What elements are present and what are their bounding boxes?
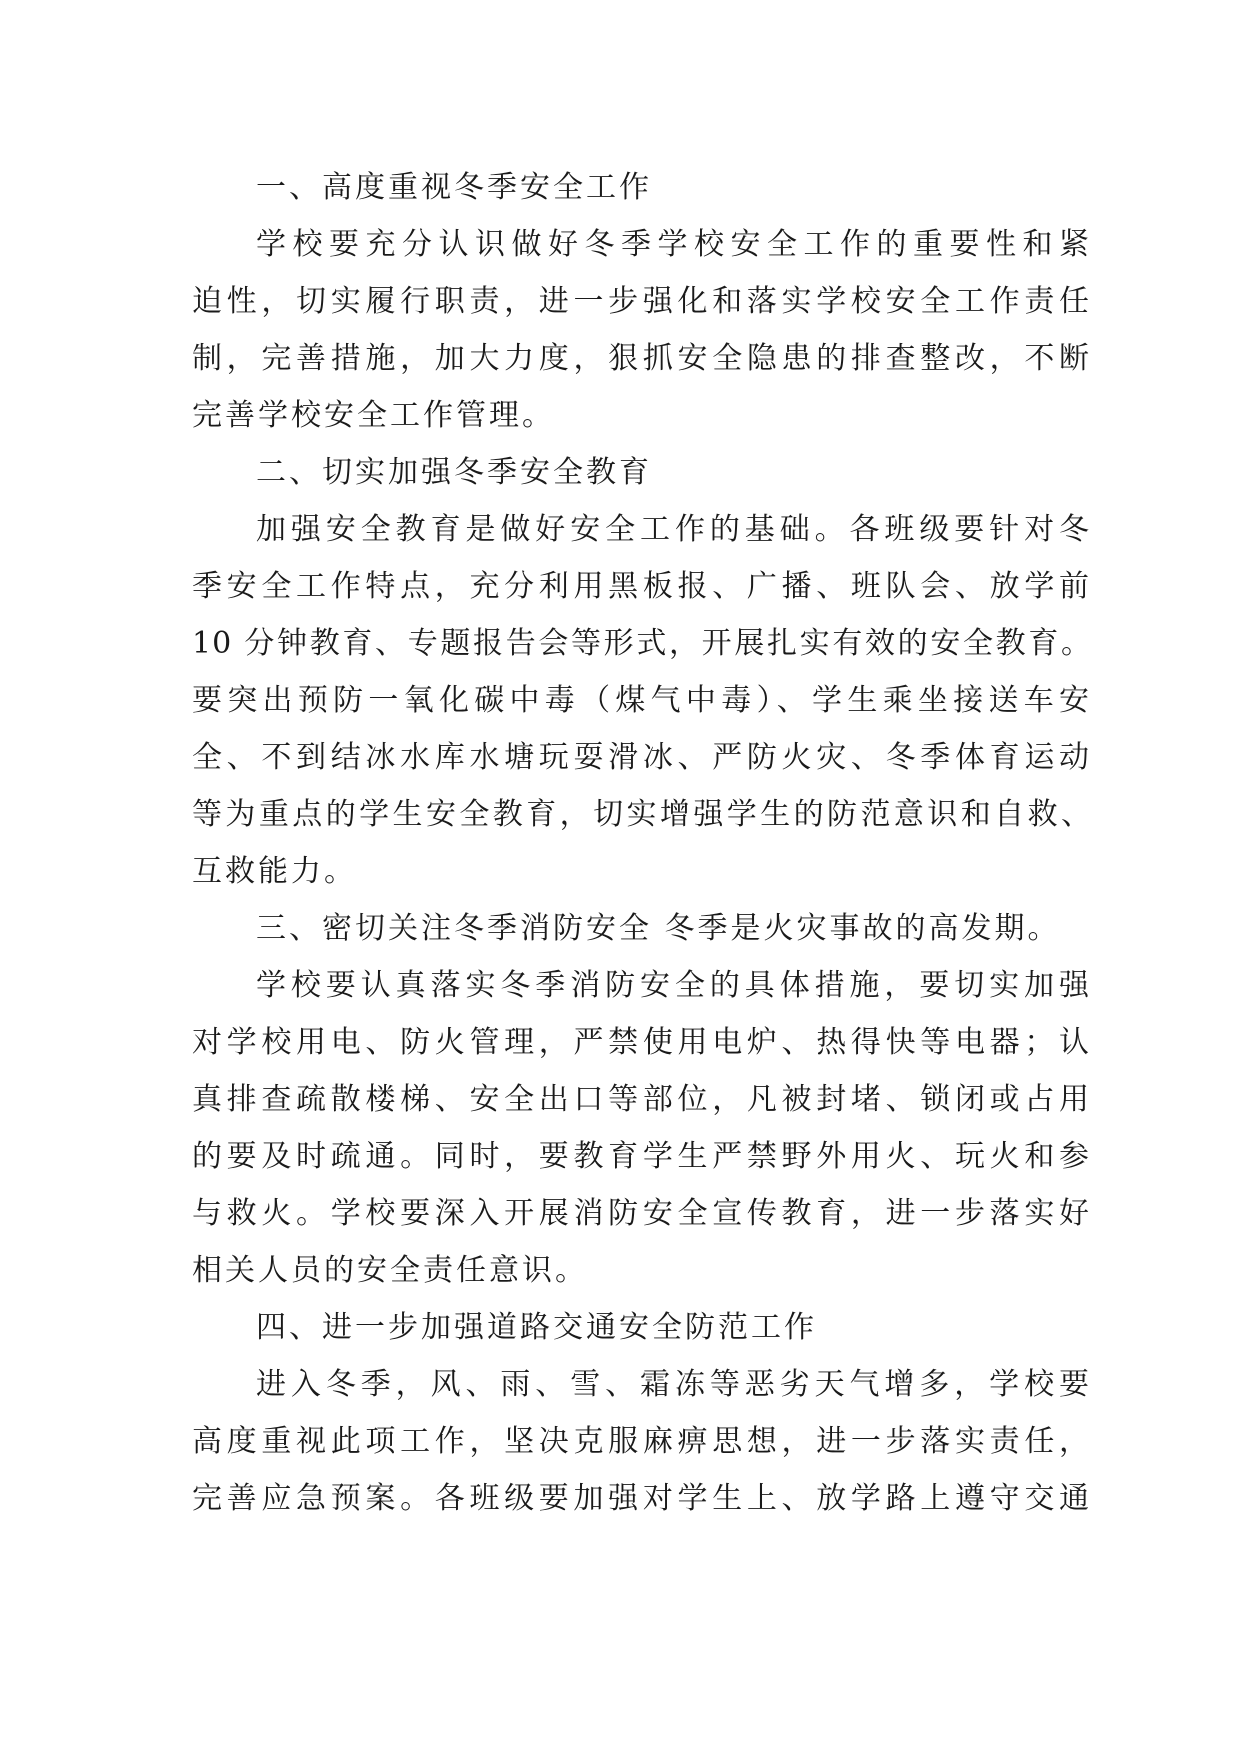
section-heading-1: 一、高度重视冬季安全工作 xyxy=(256,170,652,205)
paragraph-line: 完善学校安全工作管理。 xyxy=(192,398,555,433)
paragraph-line: 全、不到结冰水库水塘玩耍滑冰、严防火灾、冬季体育运动 xyxy=(192,740,1092,775)
paragraph-line: 相关人员的安全责任意识。 xyxy=(192,1253,588,1288)
paragraph-line: 要突出预防一氧化碳中毒（煤气中毒）、学生乘坐接送车安 xyxy=(192,683,1092,718)
paragraph-line: 学校要认真落实冬季消防安全的具体措施，要切实加强 xyxy=(256,968,1092,1003)
paragraph-line: 对学校用电、防火管理，严禁使用电炉、热得快等电器；认 xyxy=(192,1025,1092,1060)
section-heading-3: 三、密切关注冬季消防安全 冬季是火灾事故的高发期。 xyxy=(256,911,1061,946)
paragraph-line: 真排查疏散楼梯、安全出口等部位，凡被封堵、锁闭或占用 xyxy=(192,1082,1092,1117)
paragraph-line: 等为重点的学生安全教育，切实增强学生的防范意识和自救、 xyxy=(192,797,1092,832)
paragraph-line: 完善应急预案。各班级要加强对学生上、放学路上遵守交通 xyxy=(192,1481,1092,1516)
paragraph-line: 与救火。学校要深入开展消防安全宣传教育，进一步落实好 xyxy=(192,1196,1092,1231)
paragraph-line: 高度重视此项工作，坚决克服麻痹思想，进一步落实责任， xyxy=(192,1424,1092,1459)
paragraph-line: 的要及时疏通。同时，要教育学生严禁野外用火、玩火和参 xyxy=(192,1139,1092,1174)
paragraph-line: 季安全工作特点，充分利用黑板报、广播、班队会、放学前 xyxy=(192,569,1092,604)
paragraph-line: 进入冬季，风、雨、雪、霜冻等恶劣天气增多，学校要 xyxy=(256,1367,1092,1402)
section-heading-2: 二、切实加强冬季安全教育 xyxy=(256,455,652,490)
paragraph-line: 加强安全教育是做好安全工作的基础。各班级要针对冬 xyxy=(256,512,1092,547)
paragraph-line: 10 分钟教育、专题报告会等形式，开展扎实有效的安全教育。 xyxy=(192,626,1092,661)
paragraph-line: 迫性，切实履行职责，进一步强化和落实学校安全工作责任 xyxy=(192,284,1092,319)
section-heading-4: 四、进一步加强道路交通安全防范工作 xyxy=(256,1310,817,1345)
paragraph-line: 学校要充分认识做好冬季学校安全工作的重要性和紧 xyxy=(256,227,1092,262)
paragraph-line: 制，完善措施，加大力度，狠抓安全隐患的排查整改，不断 xyxy=(192,341,1092,376)
paragraph-line: 互救能力。 xyxy=(192,854,357,889)
